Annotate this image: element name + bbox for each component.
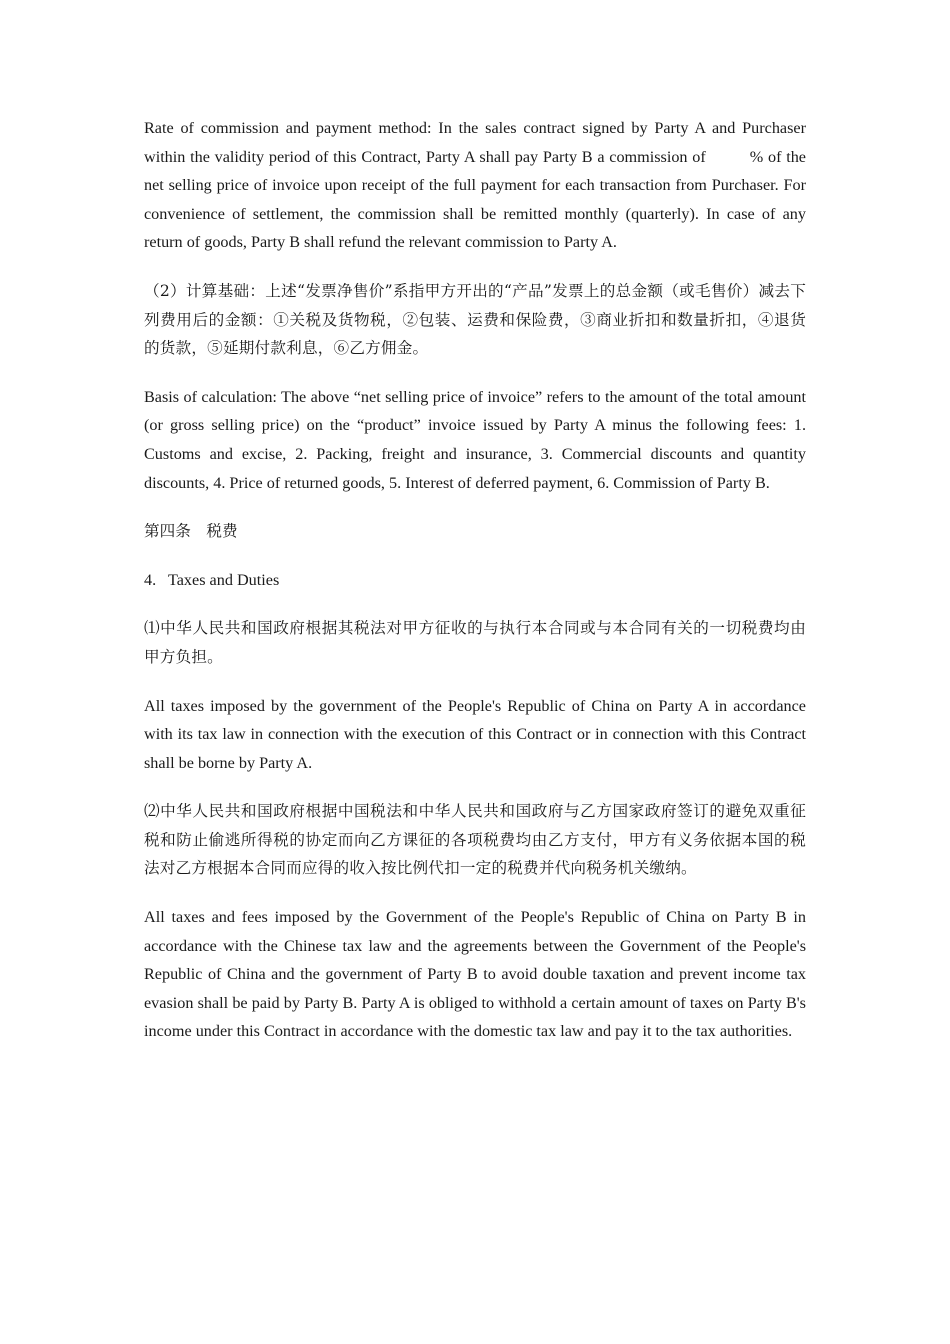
commission-text-part1: Rate of commission and payment method: In the sales contract signed by Party A and Purchaser within the validity period of this Contract, Party A shall pay Party B a commission of [144, 119, 806, 166]
document-page [144, 114, 806, 1066]
tax-clause-1-cn: ⑴中华人民共和国政府根据其税法对甲方征收的与执行本合同或与本合同有关的一切税费均由甲方负担。 [144, 619, 806, 666]
commission-text-part2: % of the net selling price of invoice upon receipt of the full payment for each transaction from Purchaser. For convenience of settlement, the commission shall be remitted monthly (quarterly). In case of any return of goods, Party B shall refund the relevant commission to Party A. [144, 147, 806, 252]
tax-clause-2-en: All taxes and fees imposed by the Government of the People's Republic of China on Party B in accordance with the Chinese tax law and the agreements between the Government of the People's Republic of China and the government of Party B to avoid double taxation and prevent income tax evasion shall be paid by Party B. Party A is obliged to withhold a certain amount of taxes on Party B's income under this Contract in accordance with the domestic tax law and pay it to the tax authorities. [144, 908, 806, 1041]
article-4-heading-en: 4. Taxes and Duties [144, 570, 280, 589]
article-4-heading-cn: 第四条 税费 [144, 522, 238, 541]
basis-paragraph-cn: （2）计算基础：上述“发票净售价”系指甲方开出的“产品”发票上的总金额（或毛售价）减去下列费用后的金额：①关税及货物税，②包装、运费和保险费，③商业折扣和数量折扣，④退货的货款，⑤延期付款利息，⑥乙方佣金。 [144, 281, 806, 358]
basis-paragraph-en: Basis of calculation: The above “net selling price of invoice” refers to the amount of the total amount (or gross selling price) on the “product” invoice issued by Party A minus the following fees: 1. Customs and excise, 2. Packing, freight and insurance, 3. Commercial discounts and quantity discounts, 4. Price of returned goods, 5. Interest of deferred payment, 6. Commission of Party B. [144, 387, 806, 492]
tax-clause-1-en: All taxes imposed by the government of the People's Republic of China on Party A in accordance with its tax law in connection with the execution of this Contract or in connection with this Contract shall be borne by Party A. [144, 696, 806, 772]
tax-clause-2-cn: ⑵中华人民共和国政府根据中国税法和中华人民共和国政府与乙方国家政府签订的避免双重征税和防止偷逃所得税的协定而向乙方课征的各项税费均由乙方支付，甲方有义务依据本国的税法对乙方根据本合同而应得的收入按比例代扣一定的税费并代向税务机关缴纳。 [144, 802, 806, 878]
commission-paragraph-en [144, 114, 806, 257]
